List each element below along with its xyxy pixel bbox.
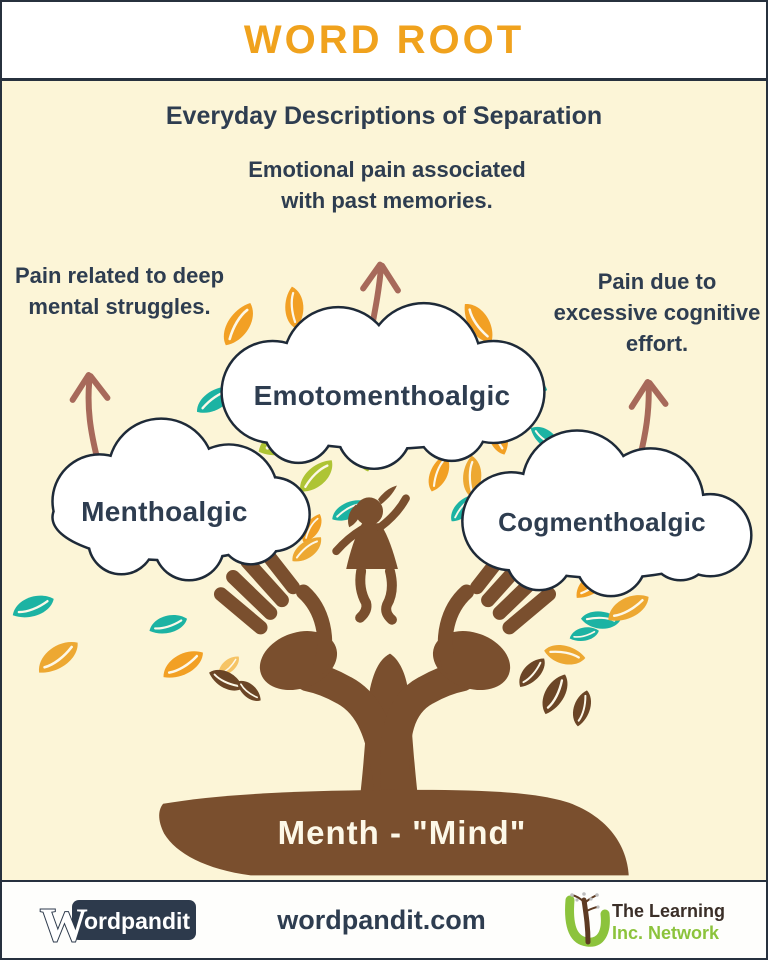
arrow-left xyxy=(73,375,108,460)
annotation-top: Emotional pain associated with past memories. xyxy=(248,157,526,214)
header-band xyxy=(2,2,766,81)
cloud-word-emotomenthoalgic: Emotomenthoalgic xyxy=(253,380,511,411)
learning-network-mark-icon xyxy=(570,892,606,942)
learning-network-line2: Inc. Network xyxy=(612,923,720,943)
arrow-right xyxy=(632,382,666,459)
cloud-word-cogmenthoalgic: Cogmenthoalgic xyxy=(498,507,706,537)
cloud-word-menthoalgic: Menthoalgic xyxy=(81,496,248,527)
wordpandit-logo xyxy=(38,891,203,949)
wordpandit-logo-w: W xyxy=(40,899,88,949)
footer-band xyxy=(2,880,766,958)
annotation-right: Pain due to excessive cognitive effort. xyxy=(553,269,761,357)
learning-network-logo xyxy=(560,890,730,950)
annotation-left: Pain related to deep mental struggles. xyxy=(14,263,225,320)
wordpandit-logo-text: ordpandit xyxy=(84,908,191,934)
footer-website: wordpandit.com xyxy=(277,904,486,935)
root-meaning-label: Menth - "Mind" xyxy=(277,814,527,851)
learning-network-line1: The Learning xyxy=(612,901,726,921)
subtitle: Everyday Descriptions of Separation xyxy=(165,102,603,130)
page-title: WORD ROOT xyxy=(243,17,525,62)
